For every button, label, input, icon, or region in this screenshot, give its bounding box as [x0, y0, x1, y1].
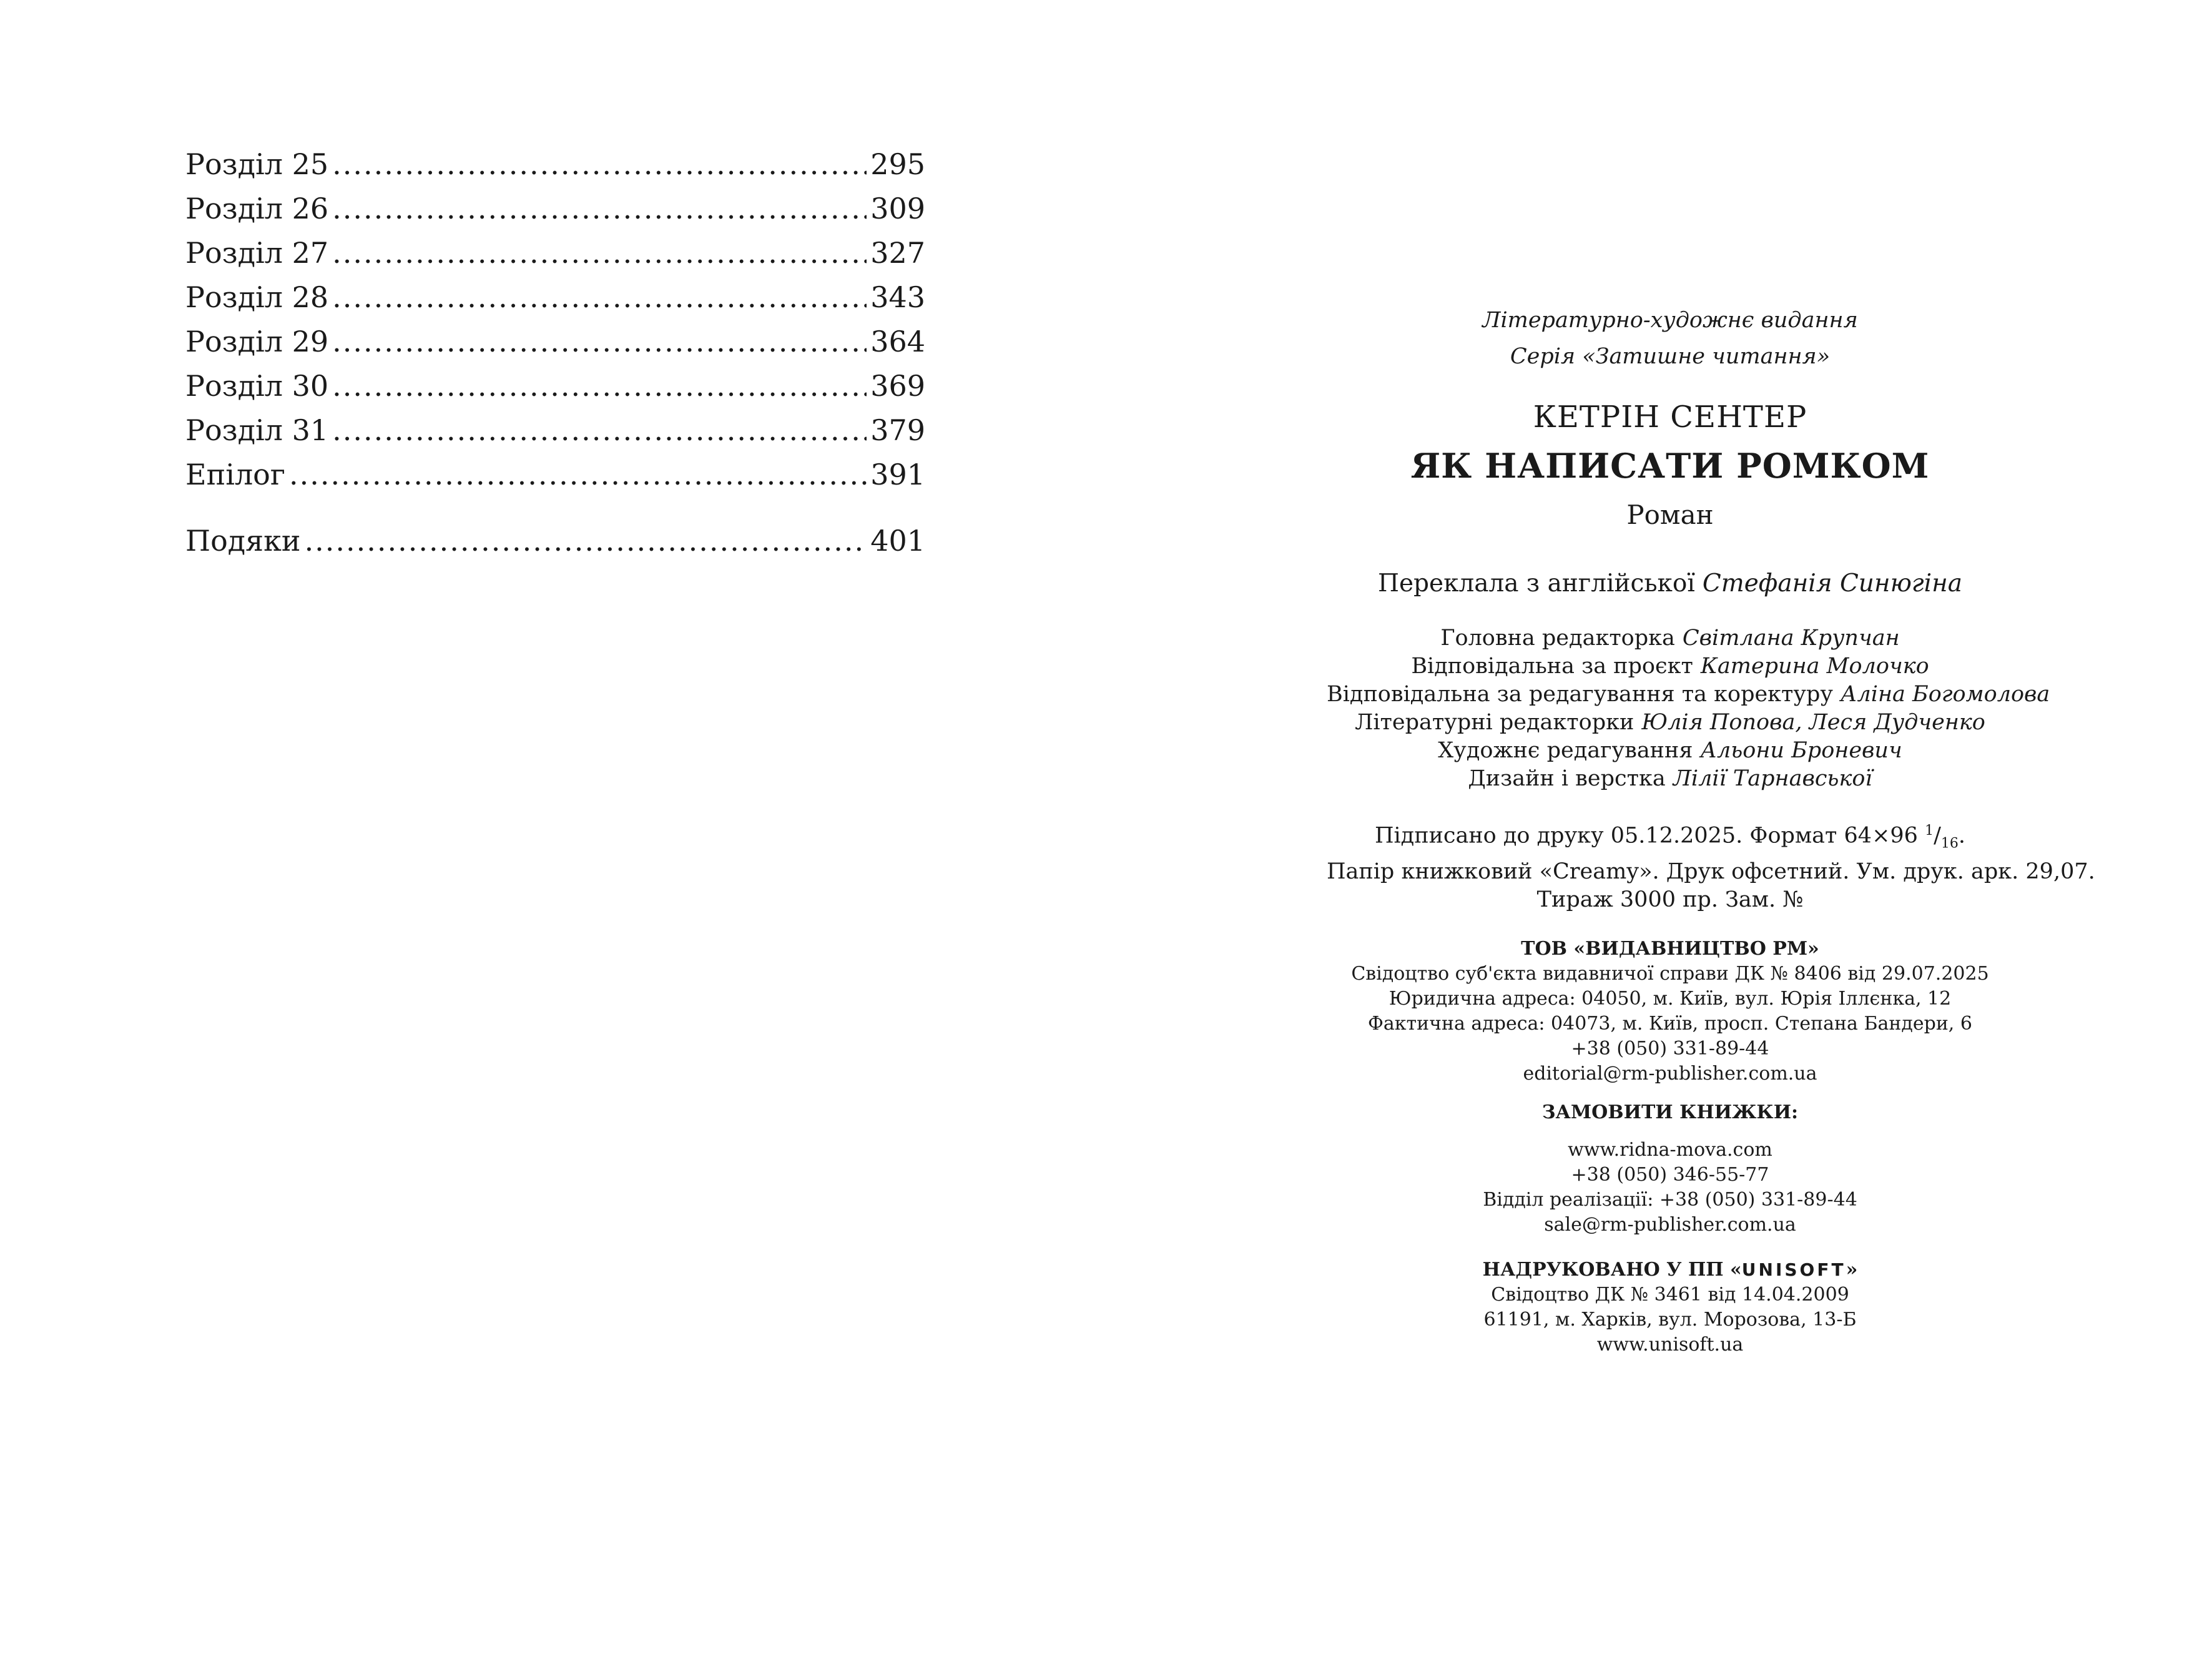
credit-line: [1327, 765, 2013, 793]
translator-name: Стефанія Синюгіна: [1702, 569, 1963, 598]
signed-to-print-suffix: .: [1958, 823, 1966, 849]
toc-entry-page: 295: [870, 147, 925, 181]
print-info: [1327, 817, 2095, 914]
credit-line: [1327, 624, 2013, 652]
printer-website: www.unisoft.ua: [1596, 1334, 1744, 1356]
toc-entry-label: Епілог: [185, 458, 285, 491]
printer-heading-prefix: НАДРУКОВАНО У ПП «: [1482, 1259, 1742, 1281]
toc-entry-label: Розділ 29: [185, 325, 329, 358]
order-email: sale@rm-publisher.com.ua: [1544, 1214, 1796, 1236]
toc-entry-page: 401: [870, 524, 925, 558]
printer-brand: UNISOFT: [1741, 1259, 1846, 1280]
toc-entry: [185, 275, 925, 320]
publisher-name: ТОВ «ВИДАВНИЦТВО РМ»: [1521, 938, 1819, 960]
toc-entry: [185, 320, 925, 364]
publisher-actual-address: Фактична адреса: 04073, м. Київ, просп. Степана Бандери, 6: [1368, 1013, 1972, 1035]
credit-role: Літературні редакторки: [1355, 710, 1634, 735]
credit-name: Альони Броневич: [1700, 738, 1902, 763]
translator-credit: [1327, 566, 2013, 602]
toc-leader-dots: [305, 519, 867, 563]
publisher-info: [1327, 937, 2013, 1086]
toc-entry-page: 364: [870, 325, 925, 358]
toc-entry-page: 391: [870, 458, 925, 491]
format-numerator: 1: [1925, 823, 1934, 839]
translator-label: Переклала з англійської: [1377, 569, 1695, 598]
toc-entry-label: Розділ 30: [185, 369, 329, 403]
toc-entry-label: Розділ 31: [185, 413, 329, 447]
toc-entry-label: Розділ 25: [185, 147, 329, 181]
toc-entry: [185, 364, 925, 408]
signed-to-print: [1327, 817, 2013, 858]
printer-heading-suffix: »: [1846, 1259, 1858, 1281]
edition-type: Літературно-художнє видання: [1482, 308, 1858, 333]
publisher-certificate: Свідоцтво суб'єкта видавничої справи ДК № 8406 від 29.07.2025: [1351, 963, 1989, 985]
toc-leader-dots: [332, 275, 867, 320]
toc-leader-dots: [332, 142, 867, 187]
publisher-legal-address: Юридична адреса: 04050, м. Київ, вул. Юрія Іллєнка, 12: [1389, 988, 1952, 1010]
credit-name: Світлана Крупчан: [1682, 626, 1900, 651]
credit-role: Художнє редагування: [1438, 738, 1693, 763]
toc-entry: [185, 142, 925, 187]
printer-info: [1327, 1258, 2013, 1357]
toc-leader-dots: [332, 187, 867, 231]
toc-entry-page: 327: [870, 236, 925, 270]
credit-name: Аліна Богомолова: [1841, 682, 2050, 707]
credit-role: Відповідальна за редагування та коректуру: [1327, 682, 1834, 707]
printer-address: 61191, м. Харків, вул. Морозова, 13-Б: [1483, 1309, 1857, 1331]
publisher-phone: +38 (050) 331-89-44: [1571, 1038, 1769, 1060]
credit-line: [1327, 652, 2013, 681]
edition-info: [1327, 302, 2013, 375]
toc-entry: [185, 453, 925, 497]
book-genre: Роман: [1626, 500, 1714, 530]
printer-heading: [1327, 1258, 2013, 1282]
order-website: www.ridna-mova.com: [1568, 1139, 1772, 1161]
author-name: КЕТРІН СЕНТЕР: [1533, 400, 1807, 435]
toc-entry-acknowledgements: [185, 519, 925, 563]
series-name: Серія «Затишне читання»: [1510, 344, 1831, 369]
paper-info: Папір книжковий «Creamy». Друк офсетний. Ум. друк. арк. 29,07.: [1327, 859, 2095, 884]
publisher-email: editorial@rm-publisher.com.ua: [1523, 1063, 1817, 1085]
print-run: Тираж 3000 пр. Зам. №: [1536, 887, 1804, 912]
format-denominator: 16: [1940, 835, 1959, 852]
credit-line: [1327, 681, 2050, 709]
credit-line: [1327, 709, 2013, 737]
credit-role: Головна редакторка: [1440, 626, 1675, 651]
toc-leader-dots: [332, 320, 867, 364]
order-heading: ЗАМОВИТИ КНИЖКИ:: [1541, 1101, 1799, 1123]
table-of-contents: [185, 142, 925, 563]
credit-name: Юлія Попова, Леся Дудченко: [1641, 710, 1985, 735]
credit-role: Відповідальна за проєкт: [1411, 654, 1693, 679]
toc-leader-dots: [332, 364, 867, 408]
toc-leader-dots: [332, 408, 867, 453]
toc-entry: [185, 408, 925, 453]
printer-certificate: Свідоцтво ДК № 3461 від 14.04.2009: [1491, 1284, 1849, 1306]
book-title: ЯК НАПИСАТИ РОМКОМ: [1410, 446, 1930, 486]
credit-name: Катерина Молочко: [1700, 654, 1929, 679]
editorial-credits: [1327, 624, 2050, 793]
credit-name: Лілії Тарнавської: [1673, 766, 1872, 791]
signed-to-print-text: Підписано до друку 05.12.2025. Формат 64×96: [1374, 823, 1918, 849]
order-sales: Відділ реалізації: +38 (050) 331-89-44: [1483, 1189, 1857, 1211]
toc-entry-label: Розділ 26: [185, 192, 329, 225]
toc-entry-label: Подяки: [185, 524, 301, 558]
toc-leader-dots: [332, 231, 867, 275]
toc-entry-label: Розділ 28: [185, 280, 329, 314]
toc-entry-label: Розділ 27: [185, 236, 329, 270]
toc-entry-page: 369: [870, 369, 925, 403]
format-separator: /: [1934, 823, 1941, 849]
toc-leader-dots: [289, 453, 867, 497]
order-info: [1327, 1100, 2013, 1238]
toc-entry-page: 309: [870, 192, 925, 225]
order-phone: +38 (050) 346-55-77: [1571, 1164, 1769, 1186]
toc-entry: [185, 231, 925, 275]
credit-role: Дизайн і верстка: [1468, 766, 1666, 791]
credit-line: [1327, 737, 2013, 765]
toc-entry: [185, 187, 925, 231]
toc-entry-page: 343: [870, 280, 925, 314]
toc-entry-page: 379: [870, 413, 925, 447]
